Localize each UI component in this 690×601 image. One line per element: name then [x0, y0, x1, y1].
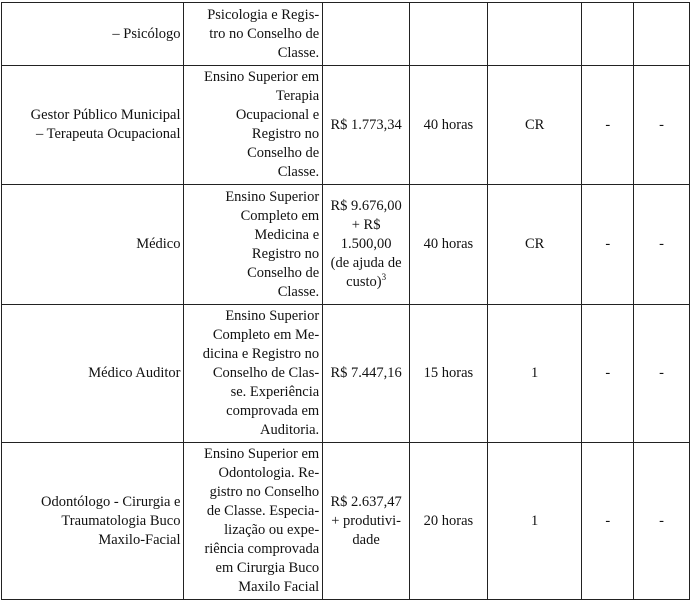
salary-text: R$ 9.676,00 + R$ 1.500,00 (de ajuda de custo)	[330, 198, 402, 290]
requirement-cell: Ensino Superior em Odontologia. Re- gistro no Conselho de Classe. Especia- lização ou expe- riência comprovada em Cirurgia Buco Maxilo Facial	[184, 443, 323, 600]
requirement-cell: Psicologia e Regis- tro no Conselho de Classe.	[184, 3, 323, 66]
role-cell: Gestor Público Municipal – Terapeuta Ocupacional	[2, 66, 184, 185]
salary-cell	[323, 3, 410, 66]
role-cell: – Psicólogo	[2, 3, 184, 66]
hours-cell: 40 horas	[410, 66, 488, 185]
hours-cell: 20 horas	[410, 443, 488, 600]
col7-cell	[634, 3, 690, 66]
vacancies-cell: CR	[487, 185, 582, 305]
salary-cell	[323, 185, 410, 305]
requirement-cell: Ensino Superior em Terapia Ocupacional e Registro no Conselho de Classe.	[184, 66, 323, 185]
role-cell: Médico	[2, 185, 184, 305]
table-row	[2, 3, 690, 66]
col6-cell	[582, 3, 634, 66]
vacancies-cell: 1	[487, 305, 582, 443]
job-positions-table	[1, 2, 690, 600]
table-row	[2, 185, 690, 305]
table-row	[2, 443, 690, 600]
footnote-marker: 3	[381, 272, 387, 283]
col7-cell: -	[634, 66, 690, 185]
salary-cell: R$ 1.773,34	[323, 66, 410, 185]
requirement-cell: Ensino Superior Completo em Medicina e Registro no Conselho de Classe.	[184, 185, 323, 305]
col6-cell: -	[582, 443, 634, 600]
salary-cell: R$ 2.637,47 + produtivi- dade	[323, 443, 410, 600]
role-cell: Médico Auditor	[2, 305, 184, 443]
table-row	[2, 305, 690, 443]
hours-cell: 15 horas	[410, 305, 488, 443]
vacancies-cell: CR	[487, 66, 582, 185]
col7-cell: -	[634, 185, 690, 305]
hours-cell	[410, 3, 488, 66]
col6-cell: -	[582, 305, 634, 443]
table-row	[2, 66, 690, 185]
role-cell: Odontólogo - Cirurgia e Traumatologia Buco Maxilo-Facial	[2, 443, 184, 600]
col7-cell: -	[634, 443, 690, 600]
col6-cell: -	[582, 185, 634, 305]
col7-cell: -	[634, 305, 690, 443]
salary-cell: R$ 7.447,16	[323, 305, 410, 443]
hours-cell: 40 horas	[410, 185, 488, 305]
col6-cell: -	[582, 66, 634, 185]
vacancies-cell	[487, 3, 582, 66]
vacancies-cell: 1	[487, 443, 582, 600]
requirement-cell: Ensino Superior Completo em Me- dicina e Registro no Conselho de Clas- se. Experiência comprovada em Auditoria.	[184, 305, 323, 443]
